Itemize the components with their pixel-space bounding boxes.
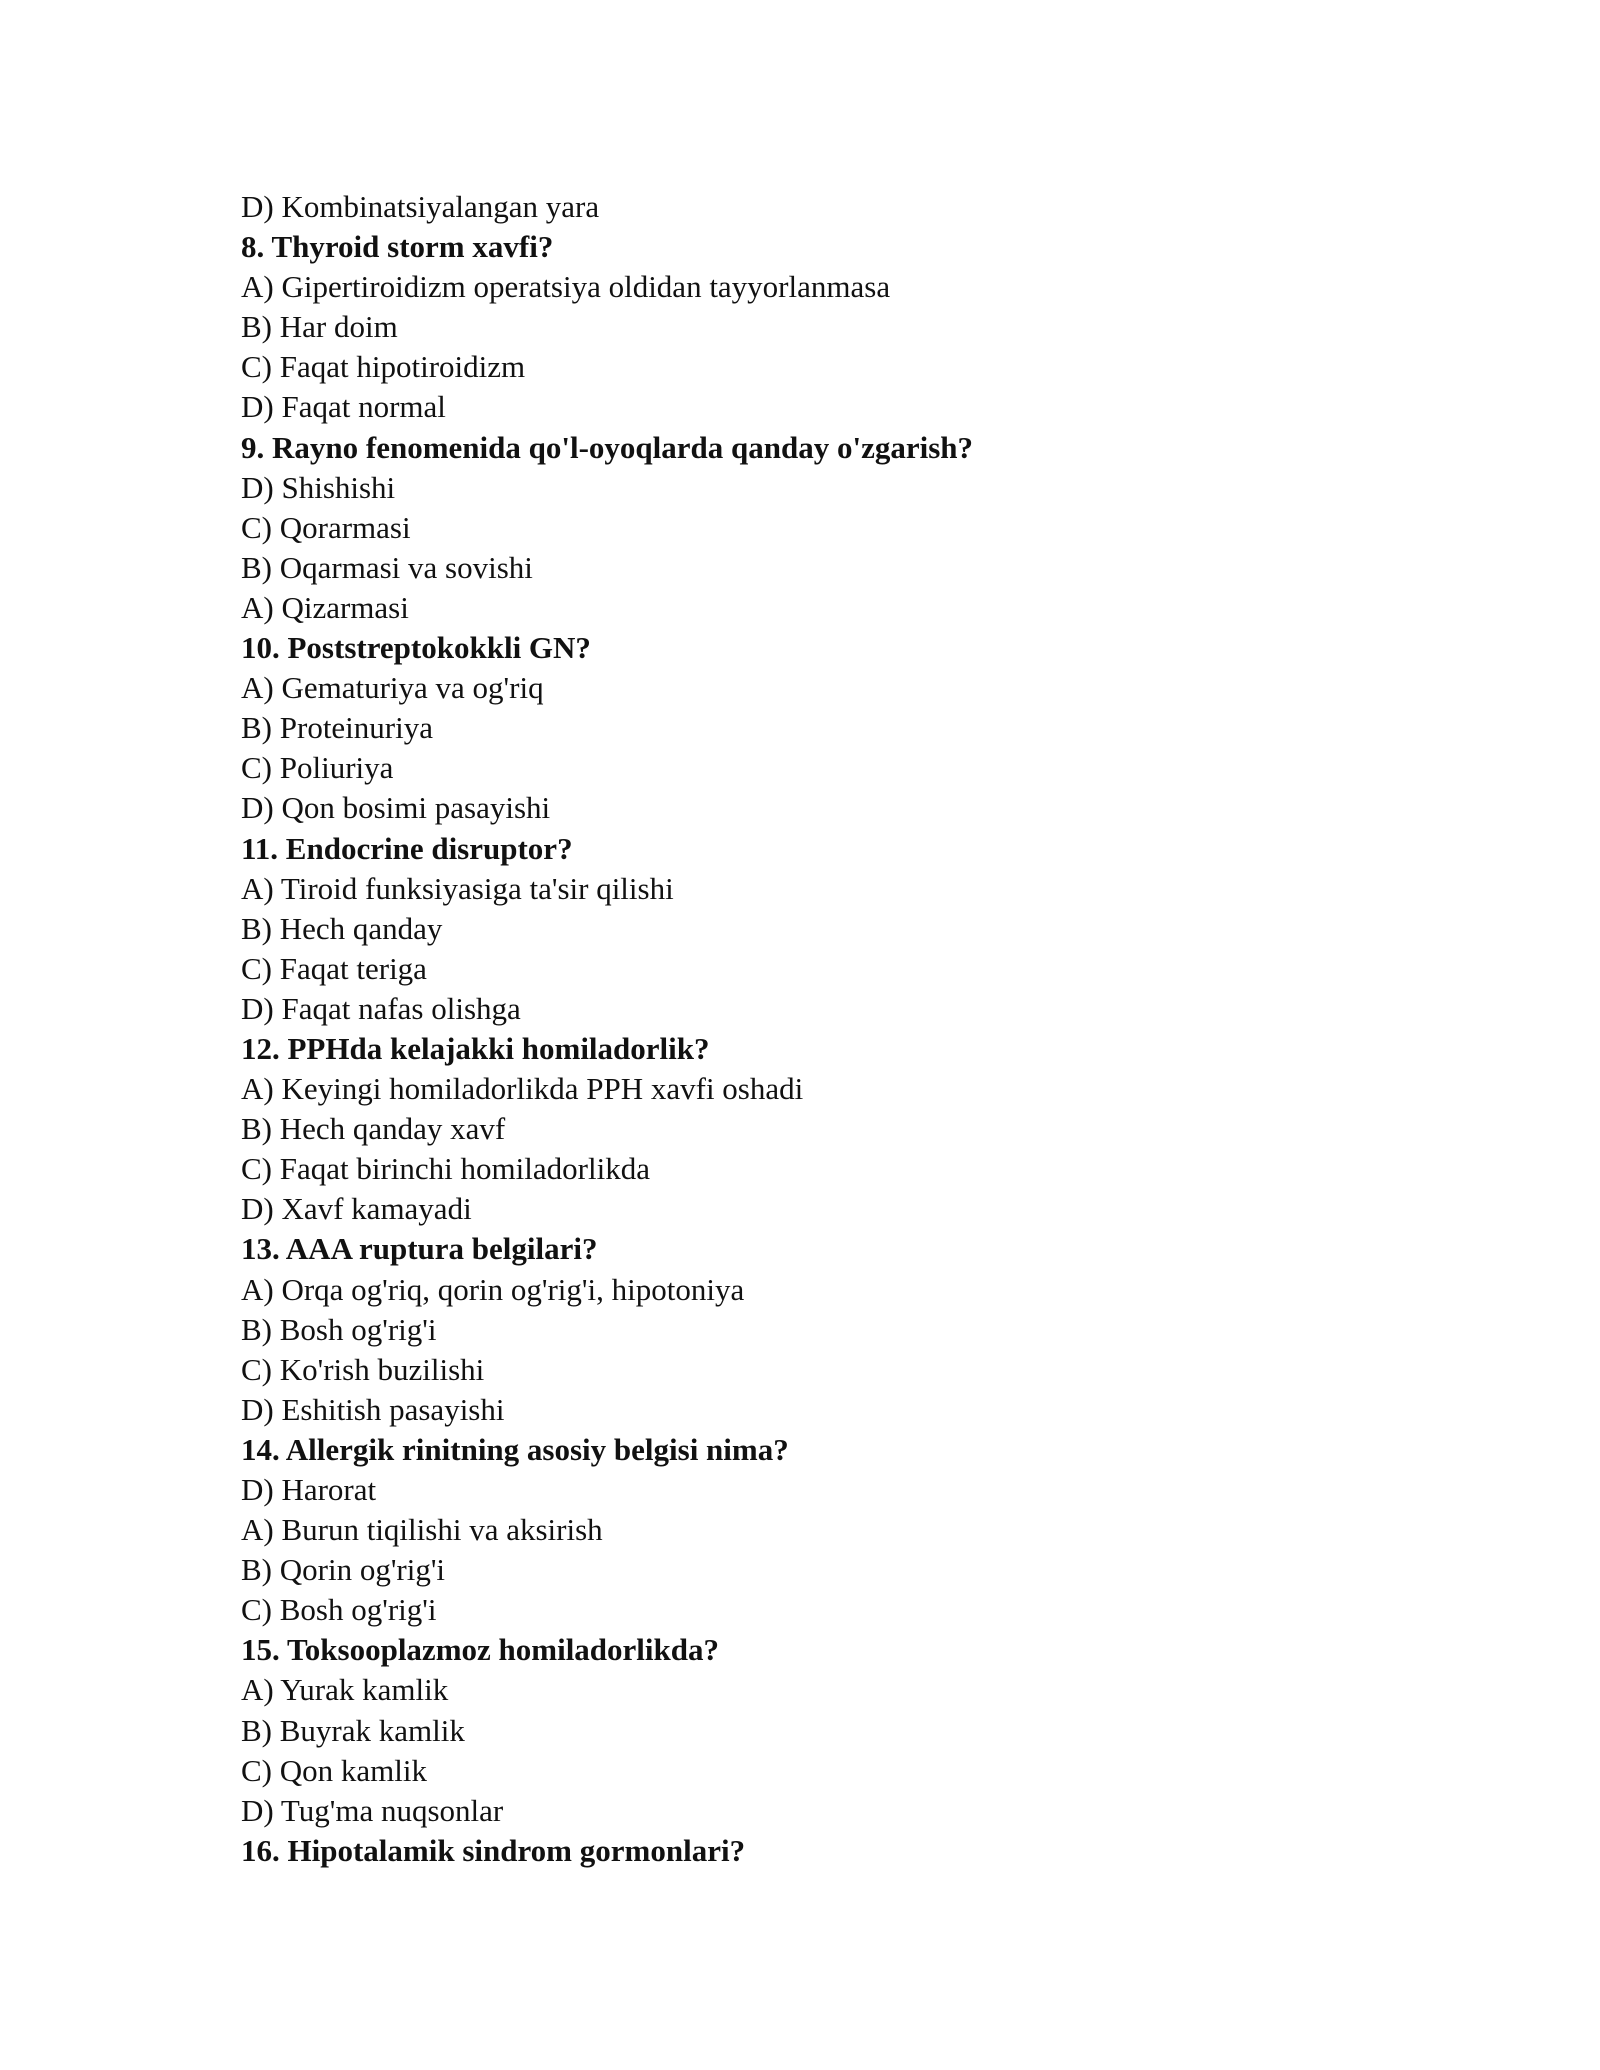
question-heading: 10. Poststreptokokkli GN? xyxy=(241,630,591,666)
question-heading: 9. Rayno fenomenida qo'l-oyoqlarda qanday o'zgarish? xyxy=(241,429,974,465)
question-heading: 15. Toksooplazmoz homiladorlikda? xyxy=(241,1632,720,1668)
answer-option: B) Buyrak kamlik xyxy=(241,1712,465,1748)
question-heading: 8. Thyroid storm xavfi? xyxy=(241,229,554,265)
answer-option: D) Harorat xyxy=(241,1472,377,1507)
question-heading: 13. AAA ruptura belgilari? xyxy=(241,1231,598,1267)
answer-option: A) Gematuriya va og'riq xyxy=(241,670,544,706)
answer-option: D) Eshitish pasayishi xyxy=(241,1391,505,1427)
answer-option: A) Tiroid funksiyasiga ta'sir qilishi xyxy=(241,870,674,906)
document-body xyxy=(241,187,1441,1871)
answer-option: C) Faqat birinchi homiladorlikda xyxy=(241,1151,650,1187)
answer-option: C) Qon kamlik xyxy=(241,1752,427,1788)
answer-option: A) Qizarmasi xyxy=(241,589,409,625)
answer-option: C) Faqat teriga xyxy=(241,950,427,986)
answer-option: D) Faqat normal xyxy=(241,389,446,425)
answer-option: C) Qorarmasi xyxy=(241,509,411,545)
answer-option: A) Keyingi homiladorlikda PPH xavfi oshadi xyxy=(241,1071,804,1107)
answer-option: B) Hech qanday xyxy=(241,910,443,946)
answer-option: B) Proteinuriya xyxy=(241,710,433,746)
answer-option: C) Ko'rish buzilishi xyxy=(241,1351,485,1387)
answer-option: D) Kombinatsiyalangan yara xyxy=(241,189,600,224)
answer-option: A) Orqa og'riq, qorin og'rig'i, hipotoniya xyxy=(241,1271,745,1307)
answer-option: D) Faqat nafas olishga xyxy=(241,990,521,1026)
answer-option: A) Burun tiqilishi va aksirish xyxy=(241,1512,603,1548)
question-heading: 11. Endocrine disruptor? xyxy=(241,830,573,866)
answer-option: C) Bosh og'rig'i xyxy=(241,1592,437,1628)
answer-option: A) Yurak kamlik xyxy=(241,1672,449,1708)
answer-option: C) Poliuriya xyxy=(241,750,394,786)
answer-option: A) Gipertiroidizm operatsiya oldidan tayyorlanmasa xyxy=(241,269,891,305)
answer-option: B) Oqarmasi va sovishi xyxy=(241,549,533,585)
question-heading: 12. PPHda kelajakki homiladorlik? xyxy=(241,1030,710,1066)
answer-option: B) Bosh og'rig'i xyxy=(241,1311,437,1347)
question-heading: 14. Allergik rinitning asosiy belgisi nima? xyxy=(241,1431,789,1467)
answer-option: D) Qon bosimi pasayishi xyxy=(241,790,551,826)
answer-option: D) Tug'ma nuqsonlar xyxy=(241,1792,504,1828)
answer-option: D) Xavf kamayadi xyxy=(241,1191,472,1227)
answer-option: B) Qorin og'rig'i xyxy=(241,1552,446,1588)
answer-option: B) Hech qanday xavf xyxy=(241,1111,506,1147)
question-heading: 16. Hipotalamik sindrom gormonlari? xyxy=(241,1832,746,1868)
answer-option: C) Faqat hipotiroidizm xyxy=(241,349,526,385)
answer-option: B) Har doim xyxy=(241,309,398,345)
answer-option: D) Shishishi xyxy=(241,469,396,505)
